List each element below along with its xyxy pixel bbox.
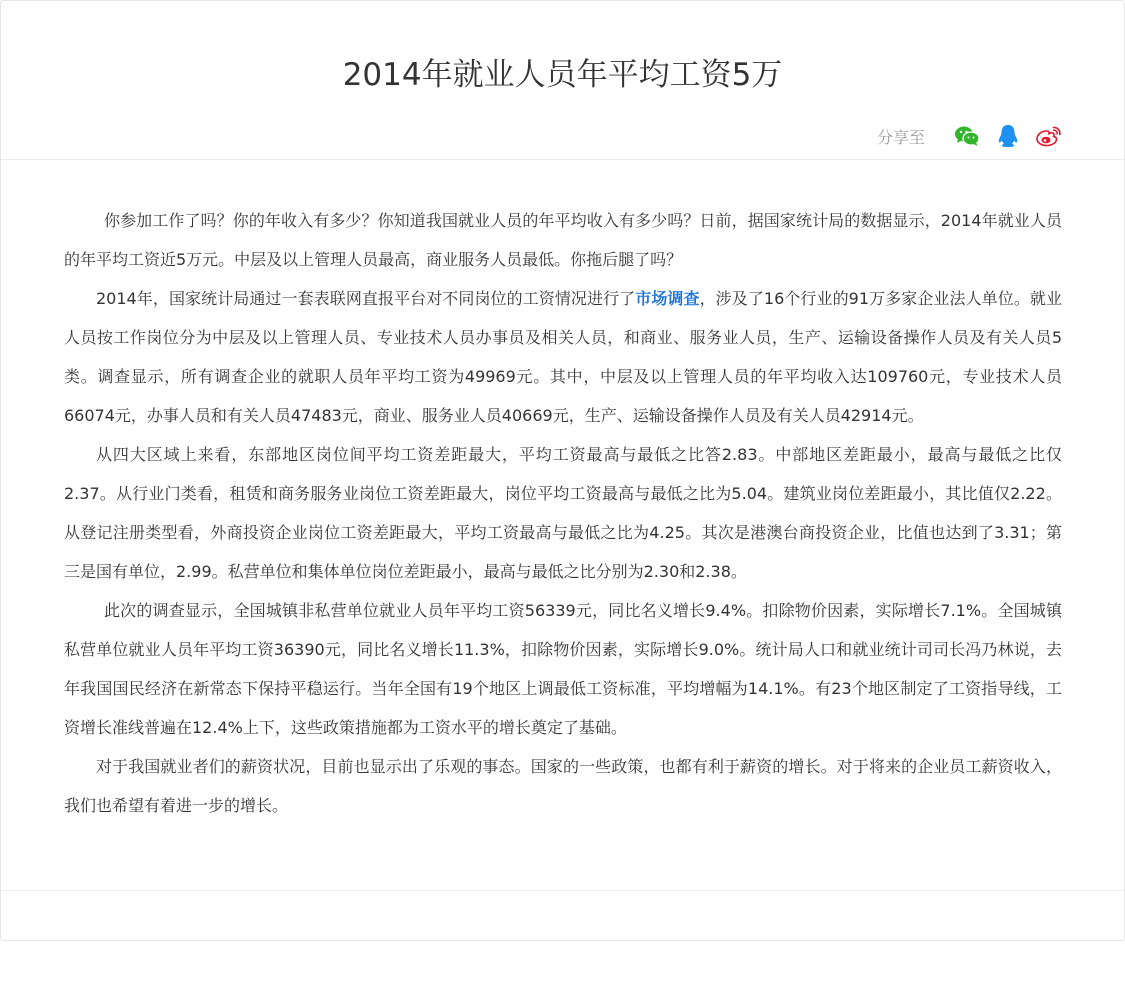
paragraph-4: 此次的调查显示，全国城镇非私营单位就业人员年平均工资56339元，同比名义增长9.4%。扣除物价因素，实际增长7.1%。全国城镇私营单位就业人员年平均工资36390元，同比名义增长11.3%，扣除物价因素，实际增长9.0%。统计局人口和就业统计司司长冯乃林说，去年我国国民经济在新常态下保持平稳运行。当年全国有19个地区上调最低工资标准，平均增幅为14.1%。有23个地区制定了工资指导线，工资增长准线普遍在12.4%上下，这些政策措施都为工资水平的增长奠定了基础。 [64,601,1062,737]
paragraph-2-start: 2014年，国家统计局通过一套表联网直报平台对不同岗位的工资情况进行了 [96,289,636,308]
weibo-icon[interactable] [1036,123,1062,149]
market-survey-link[interactable]: 市场调查 [635,289,700,308]
paragraph-2 [64,279,1062,435]
share-label: 分享至 [876,127,925,147]
article-header [1,1,1124,160]
article-footer [1,890,1124,941]
wechat-icon[interactable] [954,123,980,149]
qq-icon[interactable] [995,123,1021,149]
paragraph-2-end: ，涉及了16个行业的91万多家企业法人单位。就业人员按工作岗位分为中层及以上管理人员、专业技术人员办事员及相关人员，和商业、服务业人员，生产、运输设备操作人员及有关人员5类。调查显示，所有调查企业的就职人员年平均工资为49969元。其中，中层及以上管理人员的年平均收入达109760元，专业技术人员66074元，办事人员和有关人员47483元，商业、服务业人员40669元，生产、运输设备操作人员及有关人员42914元。 [64,289,1062,425]
paragraph-1: 你参加工作了吗？你的年收入有多少？你知道我国就业人员的年平均收入有多少吗？日前，据国家统计局的数据显示，2014年就业人员的年平均工资近5万元。中层及以上管理人员最高，商业服务人员最低。你拖后腿了吗？ [64,211,1062,269]
paragraph-3: 从四大区域上来看，东部地区岗位间平均工资差距最大，平均工资最高与最低之比答2.83。中部地区差距最小，最高与最低之比仅2.37。从行业门类看，租赁和商务服务业岗位工资差距最大，岗位平均工资最高与最低之比为5.04。建筑业岗位差距最小，其比值仅2.22。从登记注册类型看，外商投资企业岗位工资差距最大，平均工资最高与最低之比为4.25。其次是港澳台商投资企业，比值也达到了3.31；第三是国有单位，2.99。私营单位和集体单位岗位差距最小，最高与最低之比分别为2.30和2.38。 [64,445,1062,581]
article-body [64,201,1062,825]
article-title: 2014年就业人员年平均工资5万 [342,57,783,93]
paragraph-5: 对于我国就业者们的薪资状况，目前也显示出了乐观的事态。国家的一些政策，也都有利于薪资的增长。对于将来的企业员工薪资收入，我们也希望有着进一步的增长。 [64,757,1062,815]
share-bar [877,121,1062,151]
